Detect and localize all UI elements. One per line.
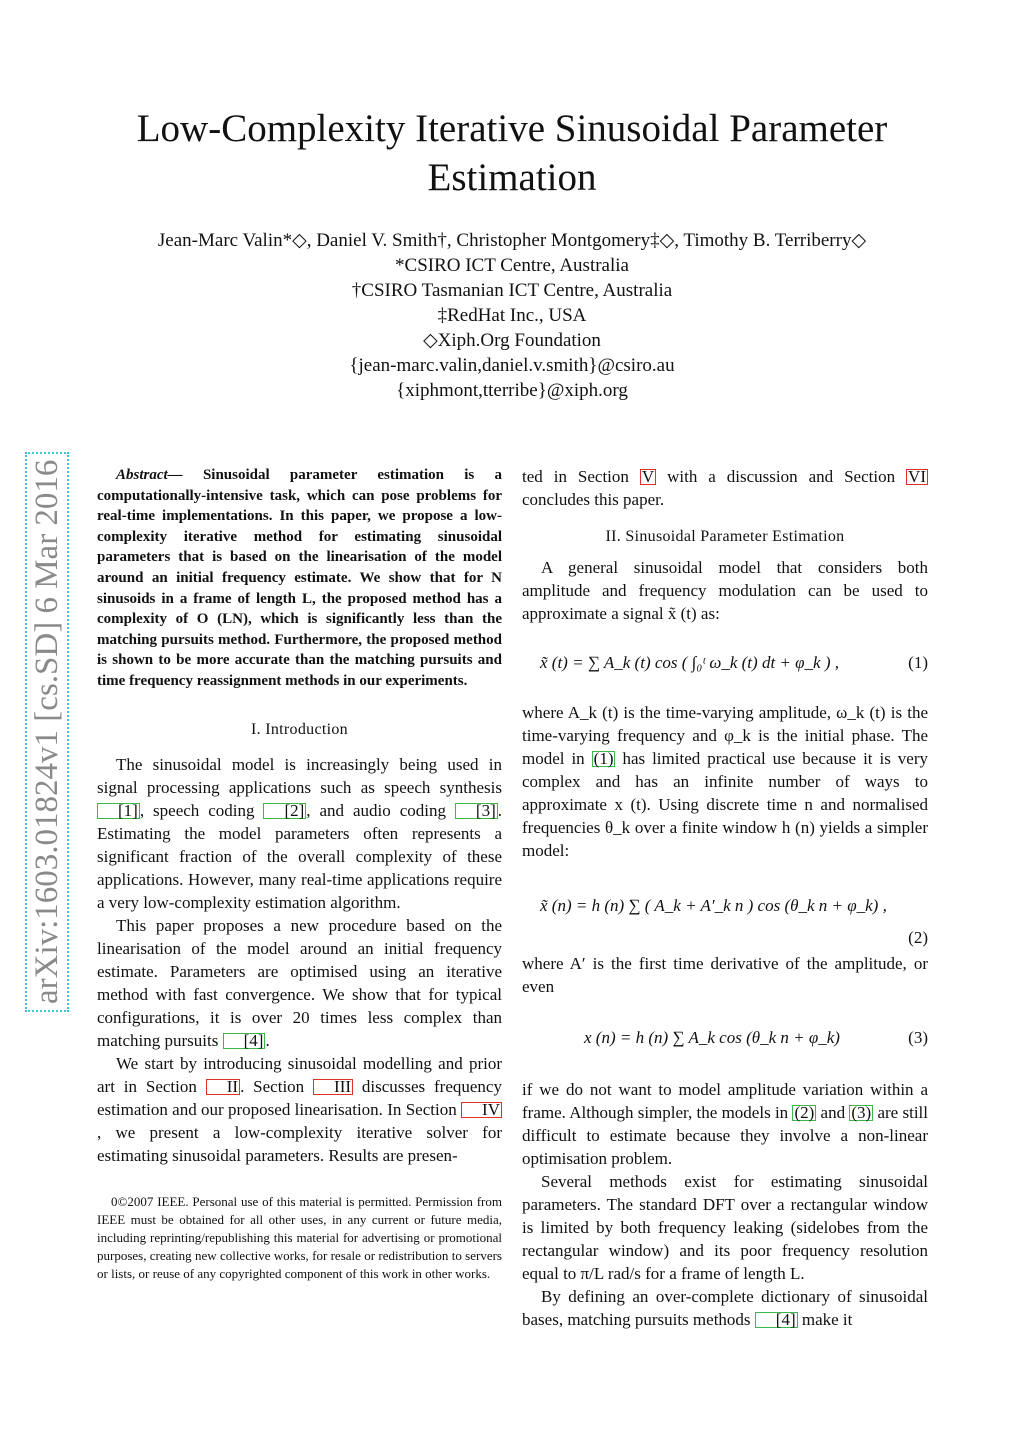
section-2-heading: II. Sinusoidal Parameter Estimation [605, 528, 845, 545]
equation-ref-link[interactable]: (1) [593, 749, 614, 768]
intro-paragraph-2 [97, 914, 502, 1052]
abstract [97, 465, 502, 692]
cont-text-b: with a discussion and Section [656, 467, 907, 486]
intro-paragraph-1 [97, 753, 502, 914]
abstract-text: Sinusoidal parameter estimation is a computationally-intensive task, which can pose problems for real-time implementations. In this paper, we propose a low-complexity iterative method for estimating sinusoidal parameters that is based on the linearisation of the model around an initial frequency estimate. We show that for N sinusoids in a frame of length L, the proposed method has a complexity of O (LN), which is significantly less than the matching pursuits method. Furthermore, the proposed method is shown to be more accurate than the matching pursuits and time frequency reassignment methods in our experiments. [97, 467, 502, 689]
model-p4-text-a: if we do not want to model amplitude variation within a frame. Although simpler, the models in [522, 1080, 928, 1122]
intro-paragraph-3 [97, 1052, 502, 1167]
affiliation-4: ◇Xiph.Org Foundation [423, 330, 601, 351]
model-paragraph-6 [522, 1285, 928, 1331]
model-paragraph-4 [522, 1078, 928, 1170]
equation-1-body: x̃ (t) = ∑ A_k (t) cos ( ∫₀ᵗ ω_k (t) dt + φ_k ) , [540, 653, 839, 672]
title-line-1: Low-Complexity Iterative Sinusoidal Parameter [136, 107, 888, 150]
left-column [97, 465, 502, 1283]
model-p4-text-c: are still difficult to estimate because they involve a non-linear optimisation problem. [522, 1103, 929, 1168]
section-ref-link[interactable]: III [313, 1079, 353, 1095]
affiliation-1: *CSIRO ICT Centre, Australia [395, 255, 629, 276]
model-p4-text-b: and [816, 1103, 850, 1122]
model-paragraph-3: where A′ is the first time derivative of the amplitude, or even [522, 954, 928, 996]
section-ref-link[interactable]: V [641, 467, 655, 486]
section-ref-link[interactable]: II [206, 1079, 240, 1095]
title-line-2: Estimation [427, 156, 597, 199]
paper-title [60, 104, 964, 202]
model-p6-text-b: make it [797, 1310, 853, 1329]
right-column [522, 465, 928, 1331]
intro-p1-text-b: , speech coding [139, 800, 264, 820]
intro-p3-text-a: We start by introducing sinusoidal modelling and prior art in Section [97, 1053, 502, 1096]
intro-p3-text-d: , we present a low-complexity iterative solver for estimating sinusoidal parameters. Results are presen- [97, 1122, 502, 1165]
intro-p2-text-b: . [265, 1030, 270, 1050]
email-line-2: {xiphmont,tterribe}@xiph.org [396, 380, 628, 401]
equation-2 [522, 862, 928, 952]
equation-2-number: (2) [908, 928, 928, 947]
equation-ref-link[interactable]: (2) [794, 1103, 815, 1122]
intro-p1-text-d: . Estimating the model parameters often represents a significant fraction of the overall complexity of these applications. However, many real-time applications require a very low-complexity estimation algorithm. [97, 800, 502, 912]
section-1-heading: I. Introduction [251, 720, 348, 738]
copyright-footnote [97, 1193, 502, 1283]
intro-p1-text-c: , and audio coding [306, 800, 455, 820]
arxiv-stamp[interactable]: arXiv:1603.01824v1 [cs.SD] 6 Mar 2016 [25, 452, 69, 1012]
affiliation-2: †CSIRO Tasmanian ICT Centre, Australia [351, 280, 673, 301]
intro-p1-text-a: The sinusoidal model is increasingly being used in signal processing applications such as speech synthesis [97, 754, 502, 797]
model-paragraph-5: Several methods exist for estimating sinusoidal parameters. The standard DFT over a rectangular window is limited by both frequency leaking (sidelobes from the rectangular window) and its poor frequency resolution equal to π/L rad/s for a frame of length L. [522, 1172, 928, 1283]
equation-2-body: x̃ (n) = h (n) ∑ ( A_k + A′_k n ) cos (θ_k n + φ_k) , [540, 896, 887, 915]
author-names: Jean-Marc Valin*◇, Daniel V. Smith†, Christopher Montgomery‡◇, Timothy B. Terriberry◇ [157, 230, 867, 251]
email-line-1: {jean-marc.valin,daniel.v.smith}@csiro.au [349, 355, 675, 376]
intro-p3-text-c: discusses frequency estimation and our proposed linearisation. In Section [97, 1076, 502, 1119]
affiliation-3: ‡RedHat Inc., USA [437, 305, 587, 326]
section-ref-link[interactable]: IV [461, 1102, 502, 1118]
citation-link[interactable]: [3] [455, 803, 498, 819]
model-paragraph-1: A general sinusoidal model that considers both amplitude and frequency modulation can be used to approximate a signal x̃ (t) as: [522, 558, 928, 623]
equation-3-number: (3) [908, 1028, 928, 1047]
citation-link[interactable]: [4] [223, 1033, 266, 1049]
citation-link[interactable]: [2] [263, 803, 306, 819]
intro-p3-text-b: . Section [240, 1076, 314, 1096]
cont-text-a: ted in Section [522, 467, 640, 486]
footnote-text: 0©2007 IEEE. Personal use of this material is permitted. Permission from IEEE must be obtained for all other uses, in any current or future media, including reprinting/republishing this material for advertising or promotional purposes, creating new collective works, for resale or redistribution to servers or lists, or reuse of any copyrighted component of this work in other works. [97, 1193, 502, 1281]
cont-text-c: concludes this paper. [522, 490, 665, 509]
model-paragraph-2 [522, 701, 928, 862]
model-p2-text-a: where A_k (t) is the time-varying amplitude, ω_k (t) is the time-varying frequency and φ_k is the initial phase. The model in [522, 703, 928, 768]
intro-p2-text-a: This paper proposes a new procedure based on the linearisation of the model around an initial frequency estimate. Parameters are optimised using an iterative method with fast convergence. We show that for typical configurations, it is over 20 times less complex than matching pursuits [97, 915, 502, 1050]
equation-3-body: x (n) = h (n) ∑ A_k cos (θ_k n + φ_k) [584, 1028, 840, 1047]
model-p2-text-b: has limited practical use because it is very complex and has an infinite number of ways to approximate x (t). Using discrete time n and normalised frequencies θ_k over a finite window h (n) yields a simpler model: [522, 749, 928, 860]
author-block [60, 228, 964, 403]
abstract-label: Abstract— [116, 467, 183, 483]
citation-link[interactable]: [4] [755, 1312, 798, 1328]
equation-1 [522, 625, 928, 701]
equation-ref-link[interactable]: (3) [851, 1103, 872, 1122]
section-ref-link[interactable]: VI [908, 467, 926, 486]
equation-1-number: (1) [908, 653, 928, 672]
citation-link[interactable]: [1] [97, 803, 140, 819]
model-p6-text-a: By defining an over-complete dictionary of sinusoidal bases, matching pursuits methods [522, 1287, 928, 1329]
continued-paragraph [522, 465, 928, 511]
equation-3 [522, 998, 928, 1078]
